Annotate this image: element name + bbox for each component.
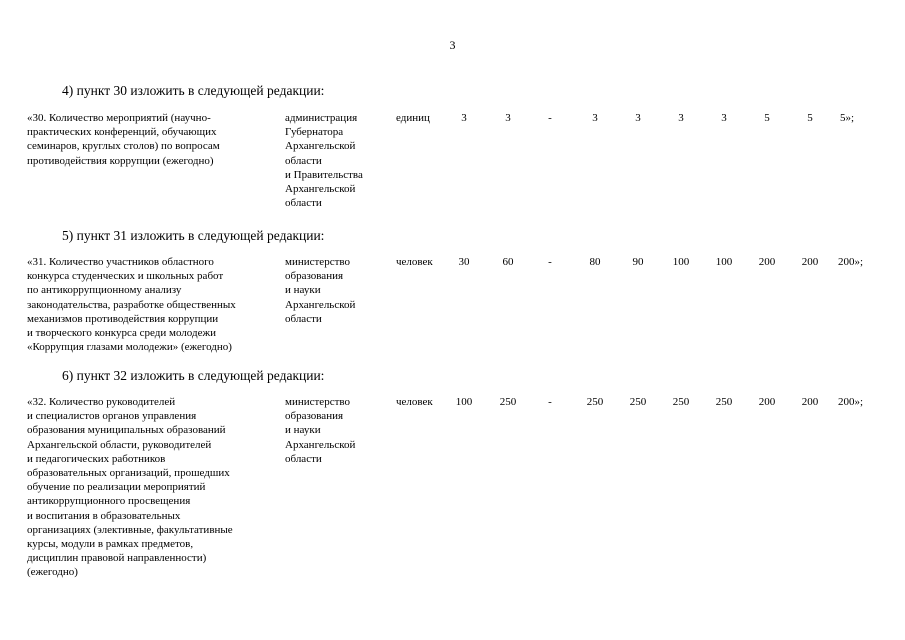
value-cell: 60 <box>502 256 514 268</box>
value-cell: 3 <box>461 112 467 124</box>
value-cell: 200»; <box>838 256 864 268</box>
executor-cell: администрация Губернатора Архангельской области и Правительства Архангельской области <box>285 112 363 210</box>
value-cell: 200 <box>801 256 819 268</box>
value-cell: 90 <box>632 256 644 268</box>
unit-cell: человек <box>396 396 433 408</box>
value-cell: - <box>548 112 552 124</box>
value-cell: - <box>548 256 552 268</box>
value-cell: 3 <box>635 112 641 124</box>
value-cell: 250 <box>499 396 517 408</box>
value-cell: 3 <box>721 112 727 124</box>
section-heading: 4) пункт 30 изложить в следующей редакции: <box>62 83 325 98</box>
value-cell: 5 <box>807 112 813 124</box>
value-cell: 80 <box>589 256 601 268</box>
value-cell: 5 <box>764 112 770 124</box>
value-cell: 100 <box>672 256 690 268</box>
indicator-description: «31. Количество участников областного конкурса студенческих и школьных работ по антикоррупционному анализу законодательства, разработке общественных механизмов противодействия коррупции и творческого конкурса среди молодежи «Коррупция глазами молодежи» (ежегодно) <box>27 256 236 354</box>
value-cell: 200»; <box>838 396 864 408</box>
value-cell: 3 <box>505 112 511 124</box>
section-heading: 6) пункт 32 изложить в следующей редакции: <box>62 368 325 383</box>
value-cell: 250 <box>715 396 733 408</box>
value-cell: 3 <box>678 112 684 124</box>
executor-cell: министерство образования и науки Архангельской области <box>285 256 356 325</box>
value-cell: 30 <box>458 256 470 268</box>
value-cell: 100 <box>455 396 473 408</box>
value-cell: 200 <box>758 396 776 408</box>
value-cell: 250 <box>672 396 690 408</box>
value-cell: 200 <box>801 396 819 408</box>
indicator-description: «30. Количество мероприятий (научно- практических конференций, обучающих семинаров, круглых столов) по вопросам противодействия коррупции (ежегодно) <box>27 112 220 167</box>
value-cell: 100 <box>715 256 733 268</box>
unit-cell: человек <box>396 256 433 268</box>
value-cell: 5»; <box>840 112 855 124</box>
executor-cell: министерство образования и науки Архангельской области <box>285 396 356 465</box>
unit-cell: единиц <box>396 112 430 124</box>
value-cell: 3 <box>592 112 598 124</box>
indicator-description: «32. Количество руководителей и специалистов органов управления образования муниципальных образований Архангельской области, руководителей и педагогических работников образовательных организаций, прошедших обучение по реализации мероприятий антикоррупционного просвещения и воспитания в образовательных организациях (элективные, факультативные курсы, модули в рамках предметов, дисциплин правовой направленности) (ежегодно) <box>27 396 233 579</box>
value-cell: - <box>548 396 552 408</box>
value-cell: 250 <box>586 396 604 408</box>
section-heading: 5) пункт 31 изложить в следующей редакции: <box>62 228 325 243</box>
value-cell: 250 <box>629 396 647 408</box>
page-number: 3 <box>449 38 456 52</box>
value-cell: 200 <box>758 256 776 268</box>
